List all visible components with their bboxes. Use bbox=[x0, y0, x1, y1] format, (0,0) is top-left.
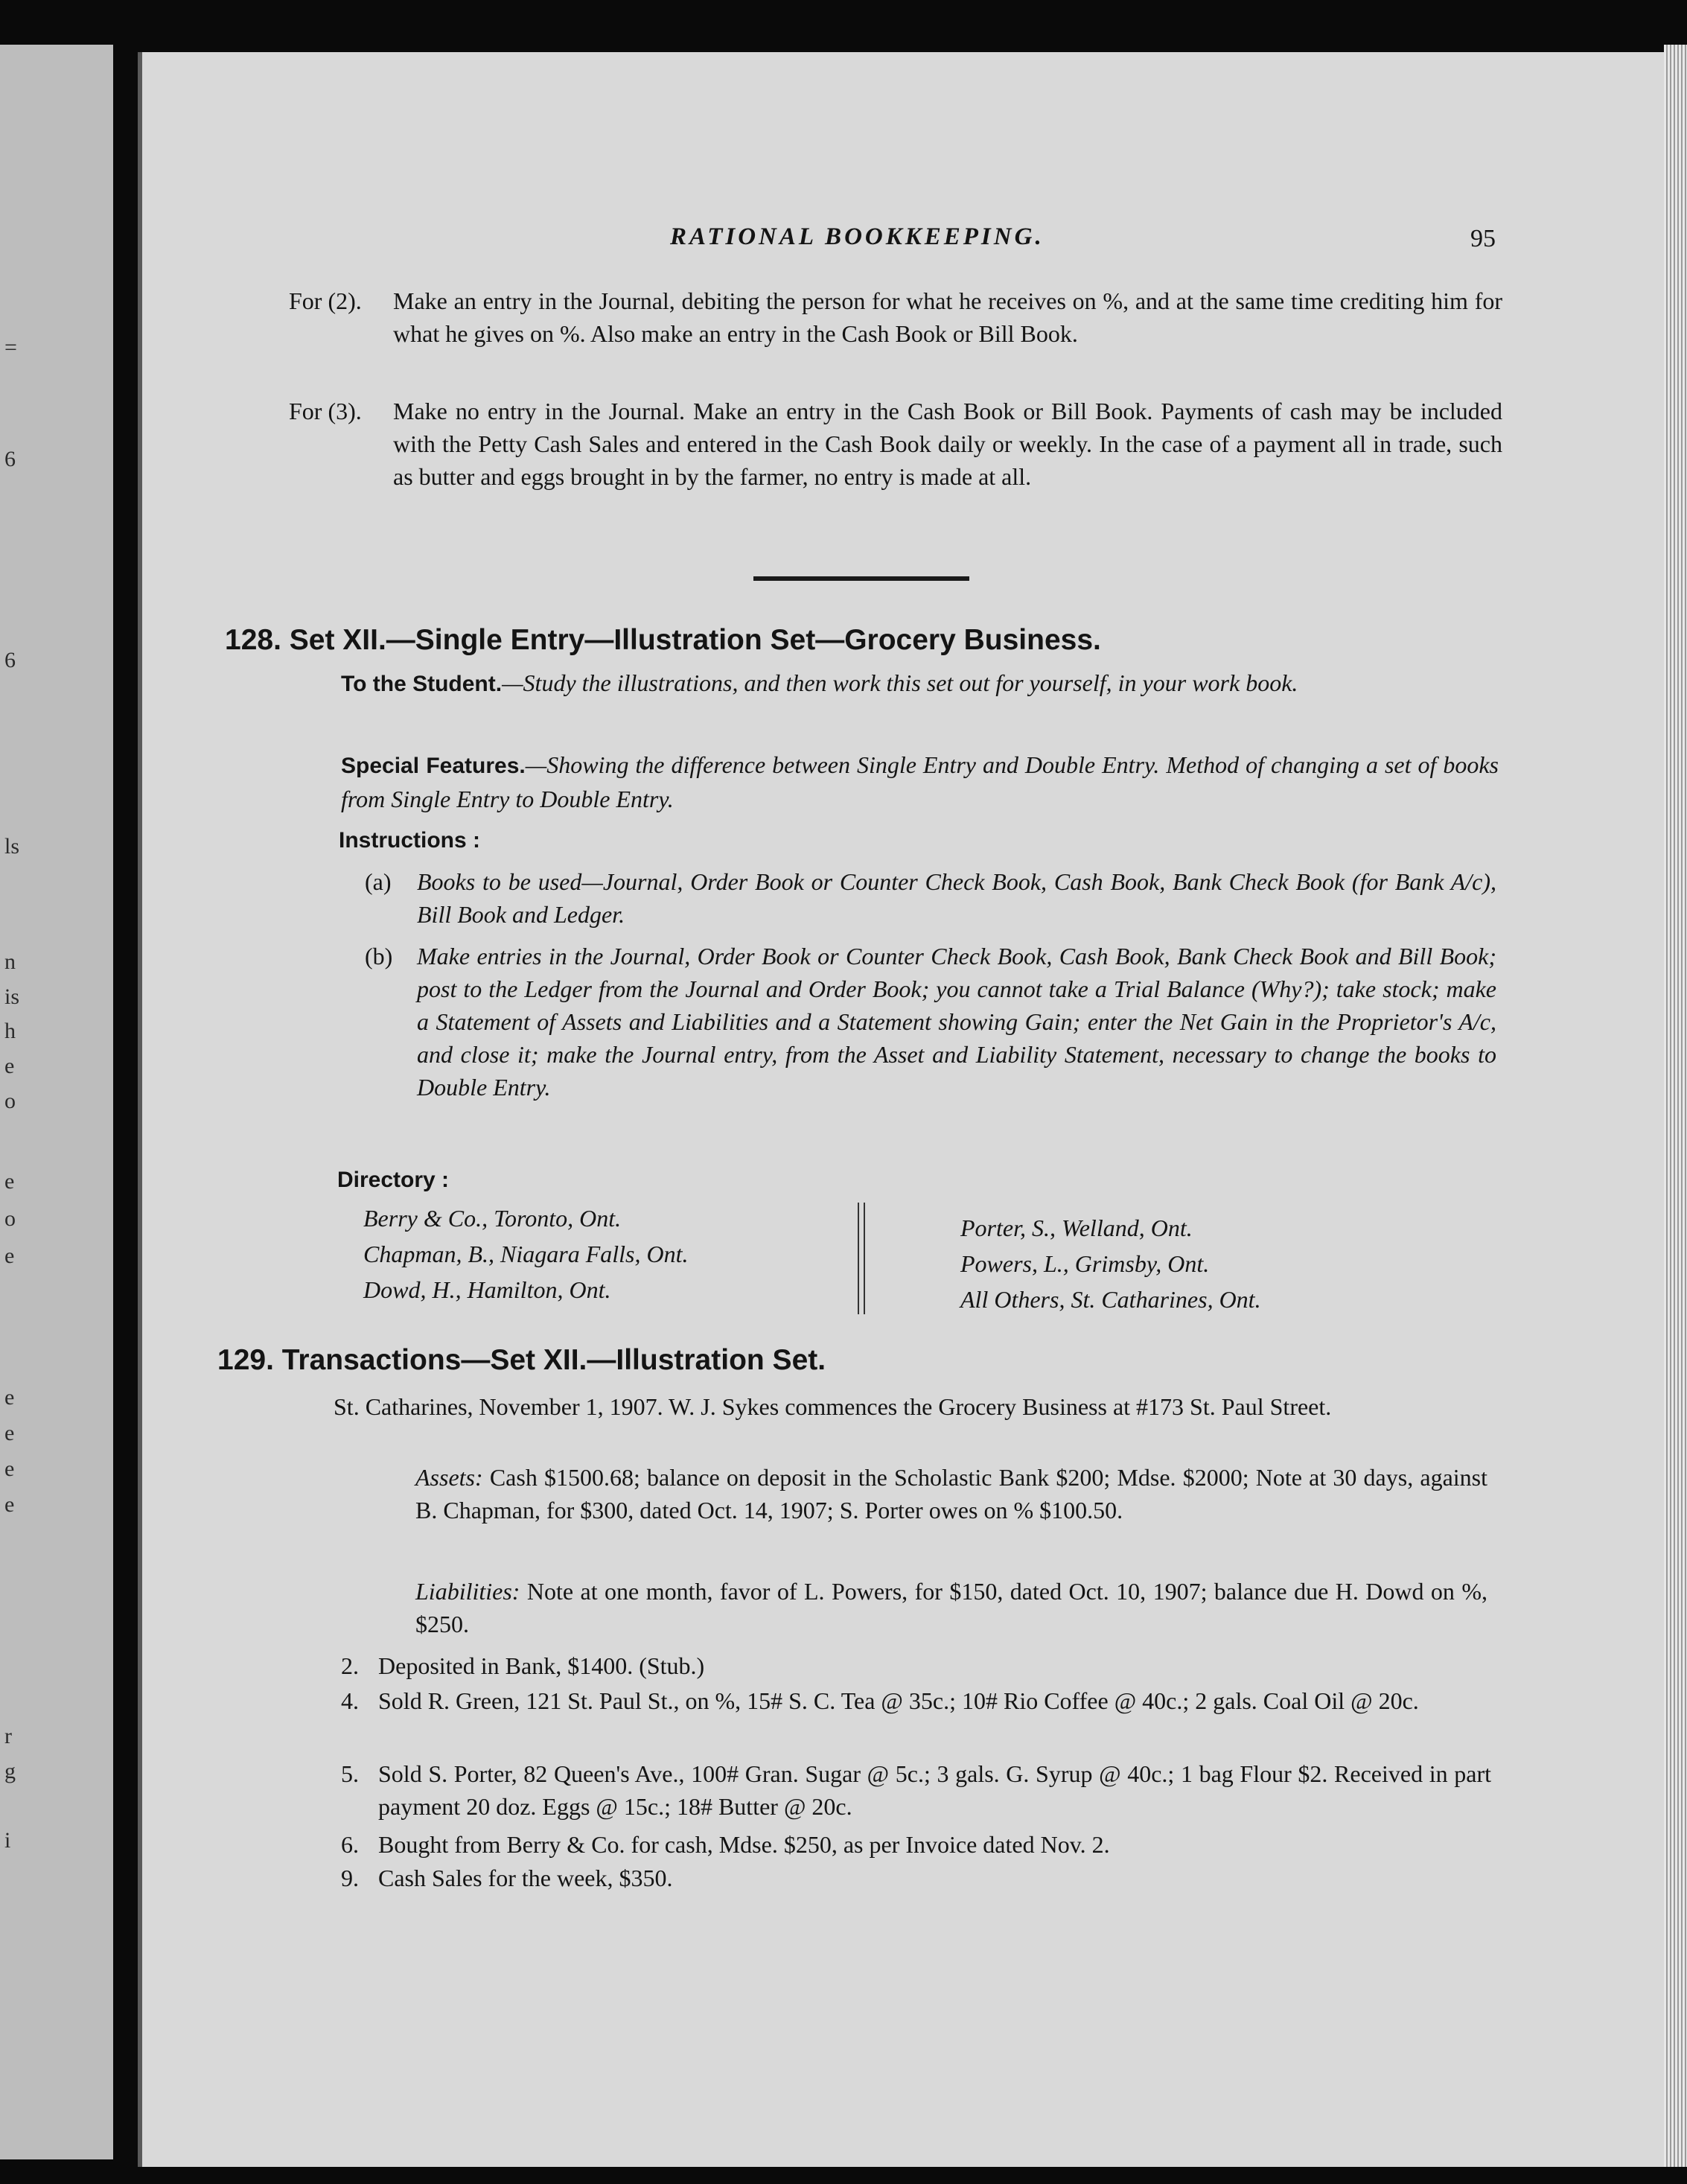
prev-page-fragment: 6 bbox=[4, 447, 16, 471]
directory-column-divider bbox=[858, 1203, 865, 1314]
intro-label: For (2). bbox=[289, 287, 362, 314]
directory-entry: Dowd, H., Hamilton, Ont. bbox=[363, 1276, 611, 1303]
instruction-label: (a) bbox=[365, 868, 392, 895]
instruction-label: (b) bbox=[365, 943, 393, 970]
instruction-text: Books to be used—Journal, Order Book or Counter Check Book, Cash Book, Bank Check Book (for Bank A/c), Bill Book and Ledger. bbox=[417, 868, 1496, 928]
page-stack-edge bbox=[1664, 45, 1687, 2167]
transaction-row bbox=[341, 1828, 1491, 1861]
directory-entry: Chapman, B., Niagara Falls, Ont. bbox=[363, 1241, 689, 1267]
assets-paragraph bbox=[415, 1461, 1487, 1526]
to-student-text: —Study the illustrations, and then work this set out for yourself, in your work book. bbox=[502, 669, 1298, 696]
intro-text: Make an entry in the Journal, debiting the person for what he receives on %, and at the same time crediting him for what he gives on %. Also make an entry in the Cash Book or Bill Book. bbox=[393, 287, 1502, 347]
running-head: RATIONAL BOOKKEEPING. bbox=[670, 223, 1045, 250]
intro-paragraph-2 bbox=[289, 284, 1502, 350]
prev-page-fragment: e bbox=[4, 1492, 15, 1517]
intro-paragraph-3 bbox=[289, 395, 1502, 493]
prev-page-fragment: e bbox=[4, 1054, 15, 1078]
instruction-b bbox=[365, 940, 1496, 1104]
transaction-day: 5. bbox=[341, 1760, 359, 1787]
liabilities-text: Note at one month, favor of L. Powers, for $150, dated Oct. 10, 1907; balance due H. Dowd on %, $250. bbox=[415, 1578, 1488, 1637]
prev-page-fragment: is bbox=[4, 984, 20, 1009]
intro-text: Make no entry in the Journal. Make an entry in the Cash Book or Bill Book. Payments of cash may be included with the Petty Cash Sales and entered in the Cash Book daily or weekly. In the case of a payment all in trade, such as butter and eggs brought in by the farmer, no entry is made at all. bbox=[393, 398, 1502, 490]
transaction-row bbox=[341, 1757, 1491, 1823]
prev-page-fragment: o bbox=[4, 1206, 16, 1231]
instruction-text: Make entries in the Journal, Order Book or Counter Check Book, Cash Book, Bank Check Book and Bill Book; post to the Ledger from the Journal and Order Book; you cannot take a Trial Balance (Why?); take stock; make a Statement of Assets and Liabilities and a Statement showing Gain; enter the Net Gain in the Proprietor's A/c, and close it; make the Journal entry, from the Asset and Liability Statement, necessary to change the books to Double Entry. bbox=[417, 943, 1496, 1101]
transaction-text: Sold R. Green, 121 St. Paul St., on %, 15# S. C. Tea @ 35c.; 10# Rio Coffee @ 40c.; 2 gals. Coal Oil @ 20c. bbox=[378, 1687, 1419, 1714]
section-128-heading: 128. Set XII.—Single Entry—Illustration Set—Grocery Business. bbox=[225, 624, 1101, 656]
prev-page-fragment: e bbox=[4, 1385, 15, 1410]
prev-page-fragment: ls bbox=[4, 834, 20, 859]
directory-left-column bbox=[363, 1200, 688, 1308]
liabilities-paragraph bbox=[415, 1575, 1487, 1640]
prev-page-fragment: e bbox=[4, 1421, 15, 1445]
prev-page-fragment: 6 bbox=[4, 648, 16, 672]
transaction-row bbox=[341, 1649, 1491, 1682]
prev-page-fragment: h bbox=[4, 1019, 16, 1043]
prev-page-fragment: e bbox=[4, 1244, 15, 1268]
prev-page-fragment: e bbox=[4, 1456, 15, 1481]
special-features-label: Special Features. bbox=[341, 754, 526, 778]
assets-text: Cash $1500.68; balance on deposit in the Scholastic Bank $200; Mdse. $2000; Note at 30 days, against B. Chapman, for $300, dated Oct. 14, 1907; S. Porter owes on % $100.50. bbox=[415, 1464, 1488, 1524]
transaction-text: Deposited in Bank, $1400. (Stub.) bbox=[378, 1652, 705, 1679]
directory-entry: Porter, S., Welland, Ont. bbox=[960, 1214, 1193, 1241]
transaction-day: 6. bbox=[341, 1831, 359, 1858]
transaction-day: 2. bbox=[341, 1652, 359, 1679]
directory-entry: Berry & Co., Toronto, Ont. bbox=[363, 1205, 622, 1232]
liabilities-label: Liabilities: bbox=[415, 1578, 520, 1605]
opening-entry: St. Catharines, November 1, 1907. W. J. Sykes commences the Grocery Business at #173 St. Paul Street. bbox=[334, 1393, 1332, 1420]
section-129-heading: 129. Transactions—Set XII.—Illustration Set. bbox=[217, 1344, 826, 1376]
transaction-row bbox=[341, 1862, 1491, 1894]
transaction-text: Sold S. Porter, 82 Queen's Ave., 100# Gran. Sugar @ 5c.; 3 gals. G. Syrup @ 40c.; 1 bag Flour $2. Received in part payment 20 doz. Eggs @ 15c.; 18# Butter @ 20c. bbox=[378, 1760, 1491, 1820]
special-features bbox=[341, 748, 1499, 815]
prev-page-fragment: = bbox=[4, 335, 17, 360]
to-the-student bbox=[341, 666, 1499, 701]
previous-page-edge bbox=[0, 45, 113, 2159]
instruction-a bbox=[365, 865, 1496, 931]
directory-entry: Powers, L., Grimsby, Ont. bbox=[960, 1250, 1210, 1277]
transaction-day: 9. bbox=[341, 1865, 359, 1891]
directory-entry: All Others, St. Catharines, Ont. bbox=[960, 1286, 1261, 1313]
prev-page-fragment: g bbox=[4, 1759, 16, 1783]
transaction-day: 4. bbox=[341, 1687, 359, 1714]
prev-page-fragment: o bbox=[4, 1089, 16, 1113]
special-features-text: —Showing the difference between Single Entry and Double Entry. Method of changing a set of books from Single Entry to Double Entry. bbox=[341, 751, 1499, 812]
to-student-label: To the Student. bbox=[341, 672, 503, 696]
prev-page-fragment: e bbox=[4, 1169, 15, 1194]
prev-page-fragment: r bbox=[4, 1724, 12, 1748]
section-divider bbox=[753, 576, 969, 581]
directory-label: Directory : bbox=[337, 1168, 450, 1192]
directory-right-column bbox=[960, 1210, 1261, 1317]
instructions-label: Instructions : bbox=[339, 828, 481, 853]
transaction-text: Bought from Berry & Co. for cash, Mdse. $250, as per Invoice dated Nov. 2. bbox=[378, 1831, 1110, 1858]
prev-page-fragment: n bbox=[4, 949, 16, 974]
transaction-text: Cash Sales for the week, $350. bbox=[378, 1865, 673, 1891]
assets-label: Assets: bbox=[415, 1464, 483, 1491]
prev-page-fragment: i bbox=[4, 1828, 11, 1853]
transaction-row bbox=[341, 1684, 1491, 1717]
page-number: 95 bbox=[1470, 225, 1496, 252]
intro-label: For (3). bbox=[289, 398, 362, 424]
